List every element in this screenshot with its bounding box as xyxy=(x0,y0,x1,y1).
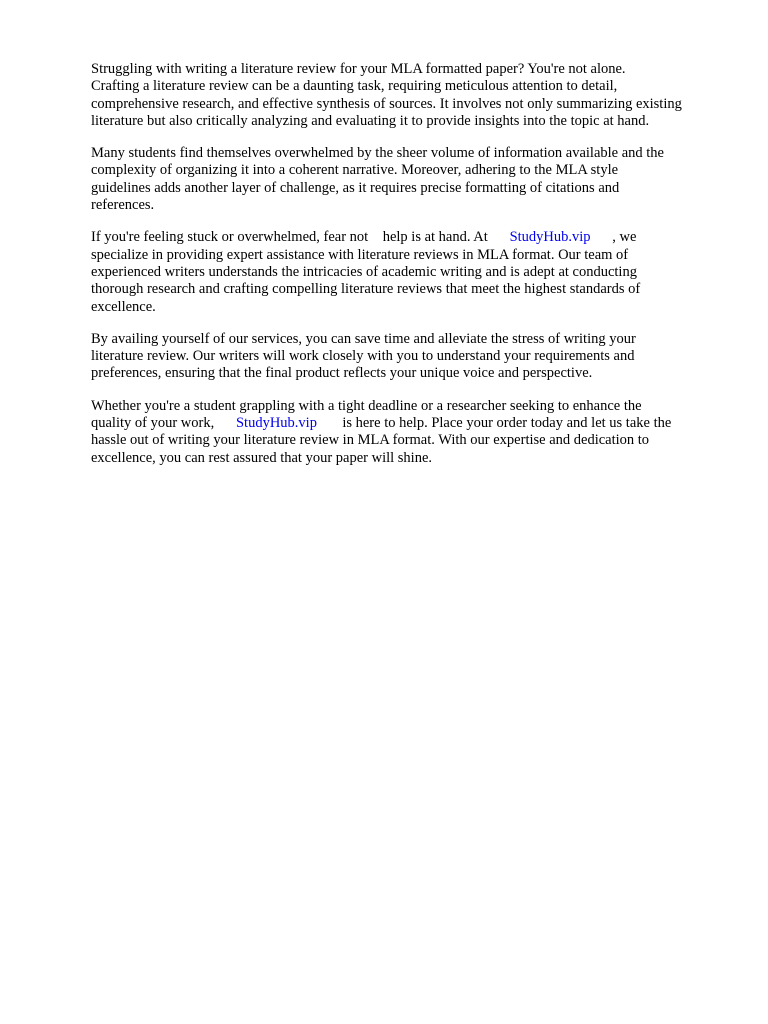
text-line xyxy=(91,415,731,432)
paragraph-4 xyxy=(91,331,731,383)
text-line: literature but also critically analyzing and evaluating it to provide insights into the topic at hand. xyxy=(91,112,650,129)
text-line: guidelines adds another layer of challenge, as it requires precise formatting of citations and xyxy=(91,179,620,196)
paragraph-5 xyxy=(91,398,731,467)
paragraph-3 xyxy=(91,229,731,315)
text-segment: If you're feeling stuck or overwhelmed, fear not help is at hand. At xyxy=(91,229,510,246)
text-line: Struggling with writing a literature review for your MLA formatted paper? You're not alone. xyxy=(91,61,626,77)
text-line: hassle out of writing your literature review in MLA format. With our expertise and dedication to xyxy=(91,432,650,449)
studyhub-link[interactable]: StudyHub.vip xyxy=(509,229,591,246)
text-line: references. xyxy=(91,197,155,214)
text-line: complexity of organizing it into a coherent narrative. Moreover, adhering to the MLA style xyxy=(91,162,619,179)
text-line: excellence. xyxy=(91,298,156,315)
text-line: Whether you're a student grappling with a tight deadline or a researcher seeking to enhance the xyxy=(91,397,642,414)
text-line: preferences, ensuring that the final product reflects your unique voice and perspective. xyxy=(91,365,593,382)
text-line: excellence, you can rest assured that your paper will shine. xyxy=(91,449,433,466)
studyhub-link[interactable]: StudyHub.vip xyxy=(235,415,317,432)
text-line: thorough research and crafting compelling literature reviews that meet the highest standards of xyxy=(91,281,641,298)
text-line: experienced writers understands the intricacies of academic writing and is adept at conducting xyxy=(91,263,637,280)
text-line: By availing yourself of our services, you can save time and alleviate the stress of writing your xyxy=(91,330,636,347)
text-line: specialize in providing expert assistance with literature reviews in MLA format. Our team of xyxy=(91,246,629,263)
text-segment: quality of your work, xyxy=(91,415,236,432)
text-line xyxy=(91,229,731,246)
paragraph-2 xyxy=(91,145,731,214)
text-line: literature review. Our writers will work closely with you to understand your requirements and xyxy=(91,348,635,365)
text-segment: is here to help. Place your order today and let us take the xyxy=(316,415,672,432)
paragraph-1 xyxy=(91,61,731,130)
text-line: Many students find themselves overwhelmed by the sheer volume of information available and the xyxy=(91,145,664,162)
document-page xyxy=(91,61,731,482)
text-line: Crafting a literature review can be a daunting task, requiring meticulous attention to detail, xyxy=(91,78,618,95)
text-line: comprehensive research, and effective synthesis of sources. It involves not only summarizing existing xyxy=(91,95,682,112)
text-segment: , we xyxy=(590,229,637,246)
